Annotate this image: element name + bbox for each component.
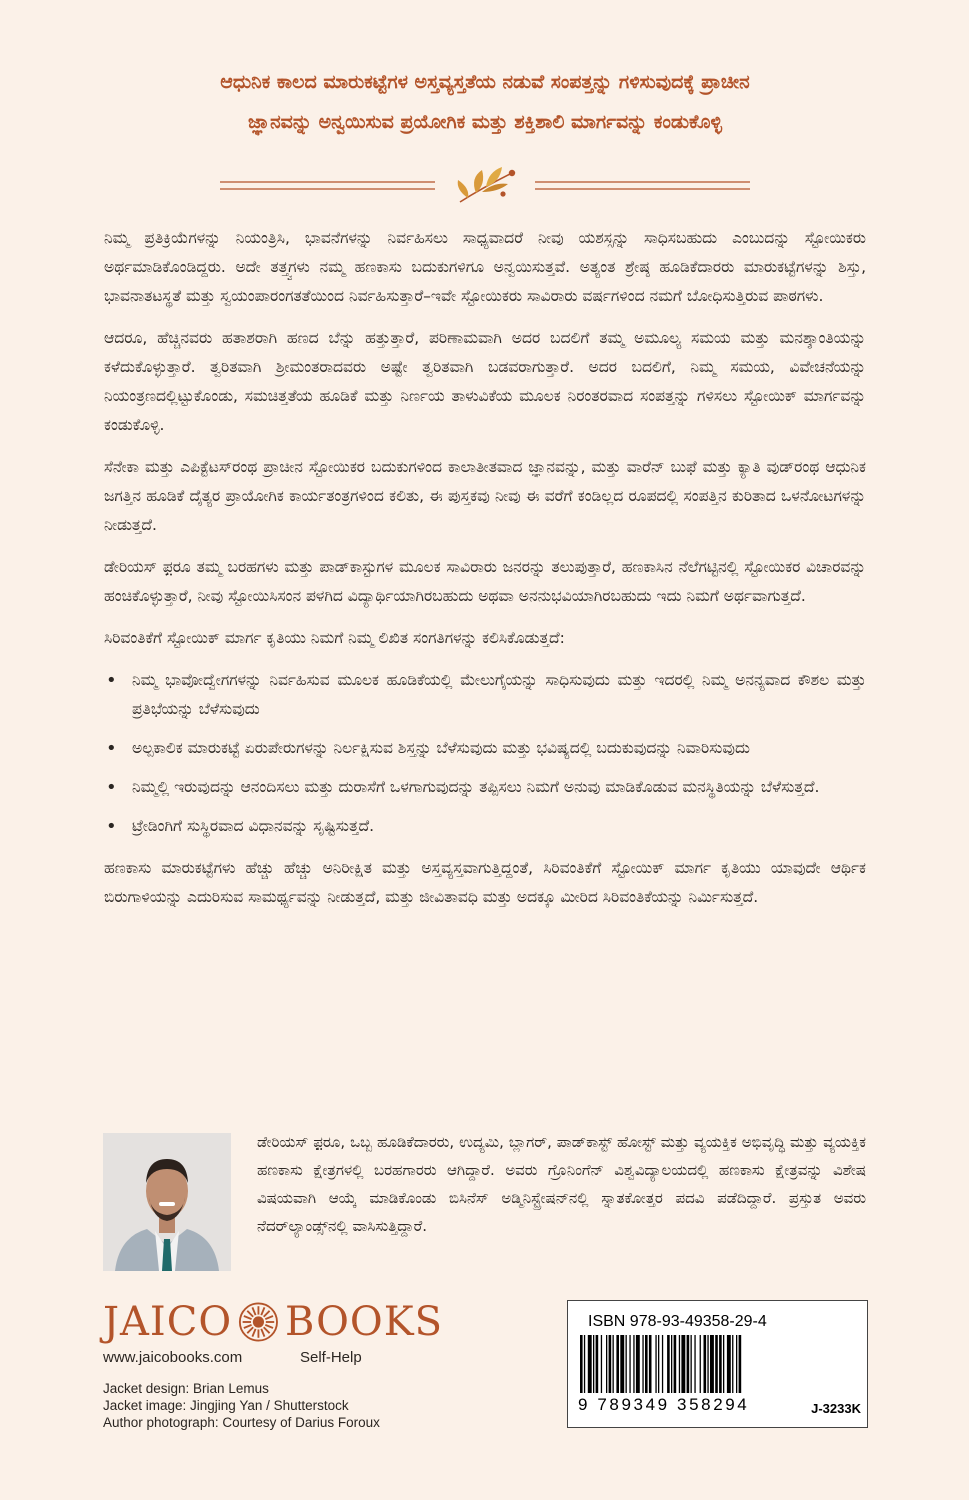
blurb-paragraph: ಸಿರಿವಂತಿಕೆಗೆ ಸ್ಟೋಯಿಕ್ ಮಾರ್ಗ ಕೃತಿಯು ನಿಮಗೆ ನಿಮ್ಮ ಲಿಖಿತ ಸಂಗತಿಗಳನ್ನು ಕಲಿಸಿಕೊಡುತ್ತದೆ: <box>104 629 565 647</box>
benefit-item: • ಟ್ರೇಡಿಂಗಿಗೆ ಸುಸ್ಥಿರವಾದ ವಿಧಾನವನ್ನು ಸೃಷ್ಟಿಸುತ್ತದೆ. <box>104 812 866 841</box>
publisher-website[interactable]: www.jaicobooks.com <box>103 1349 243 1366</box>
blurb-paragraph: ನಿಮ್ಮ ಪ್ರತಿಕ್ರಿಯೆಗಳನ್ನು ನಿಯಂತ್ರಿಸಿ, ಭಾವನೆಗಳನ್ನು ನಿರ್ವಹಿಸಲು ಸಾಧ್ಯವಾದರೆ ನೀವು ಯಶಸ್ಸನ್ನು ಸಾಧಿಸಬಹುದು ಎಂಬುದನ್ನು ಸ್ಟೋಯಿಕರು ಅರ್ಥಮಾಡಿಕೊಂಡಿದ್ದರು. ಅದೇ ತತ್ತ್ವಗಳು ನಮ್ಮ ಹಣಕಾಸು ಬದುಕುಗಳಿಗೂ ಅನ್ವಯಿಸುತ್ತವೆ. ಅತ್ಯಂತ ಶ್ರೇಷ್ಠ ಹೂಡಿಕೆದಾರರು ಮಾರುಕಟ್ಟೆಗಳನ್ನು ಶಿಸ್ತು, ಭಾವನಾತಟಸ್ಥತೆ ಮತ್ತು ಸ್ವಯಂಪಾರಂಗತತೆಯಿಂದ ನಿರ್ವಹಿಸುತ್ತಾರೆ–ಇವೇ ಸ್ಟೋಯಿಕರು ಸಾವಿರಾರು ವರ್ಷಗಳಿಂದ ನಮಗೆ ಬೋಧಿಸುತ್ತಿರುವ ಪಾಠಗಳು. <box>104 229 866 305</box>
tagline-line-1: ಆಧುನಿಕ ಕಾಲದ ಮಾರುಕಟ್ಟೆಗಳ ಅಸ್ತವ್ಯಸ್ತತೆಯ ನಡುವೆ ಸಂಪತ್ತನ್ನು ಗಳಿಸುವುದಕ್ಕೆ ಪ್ರಾಚೀನ <box>220 71 750 93</box>
blurb-paragraph: ಡೇರಿಯಸ್ ಫ಼ರೂ ತಮ್ಮ ಬರಹಗಳು ಮತ್ತು ಪಾಡ್‌ಕಾಸ್ಟುಗಳ ಮೂಲಕ ಸಾವಿರಾರು ಜನರನ್ನು ತಲುಪುತ್ತಾರೆ, ಹಣಕಾಸಿನ ನೆಲೆಗಟ್ಟಿನಲ್ಲಿ ಸ್ಟೋಯಿಕರ ವಿಚಾರವನ್ನು ಹಂಚಿಕೊಳ್ಳುತ್ತಾರೆ, ನೀವು ಸ್ಟೋಯಿಸಿಸಂನ ಪಳಗಿದ ವಿದ್ಯಾರ್ಥಿಯಾಗಿರಬಹುದು ಅಥವಾ ಅನನುಭವಿಯಾಗಿರಬಹುದು ಇದು ನಿಮಗೆ ಅರ್ಥವಾಗುತ್ತದೆ. <box>104 558 866 605</box>
book-category: Self-Help <box>300 1349 362 1366</box>
sun-wheel-icon <box>238 1300 279 1344</box>
author-photo-credit: Author photograph: Courtesy of Darius Foroux <box>103 1415 380 1430</box>
benefit-item: • ನಿಮ್ಮಲ್ಲಿ ಇರುವುದನ್ನು ಆನಂದಿಸಲು ಮತ್ತು ದುರಾಸೆಗೆ ಒಳಗಾಗುವುದನ್ನು ತಪ್ಪಿಸಲು ನಿಮಗೆ ಅನುವು ಮಾಡಿಕೊಡುವ ಮನಸ್ಥಿತಿಯನ್ನು ಬೆಳೆಸುತ್ತದೆ. <box>104 773 866 802</box>
blurb-paragraph: ಸೆನೇಕಾ ಮತ್ತು ಎಪಿಕ್ಟೆಟಸ್‌ರಂಥ ಪ್ರಾಚೀನ ಸ್ಟೋಯಿಕರ ಬದುಕುಗಳಿಂದ ಕಾಲಾತೀತವಾದ ಜ್ಞಾನವನ್ನು, ಮತ್ತು ವಾರೆನ್ ಬುಫೆ ಮತ್ತು ಕ್ಯಾತಿ ವುಡ್‌ರಂಥ ಆಧುನಿಕ ಜಗತ್ತಿನ ಹೂಡಿಕೆ ದೈತ್ಯರ ಪ್ರಾಯೋಗಿಕ ಕಾರ್ಯತಂತ್ರಗಳಿಂದ ಕಲಿತು, ಈ ಪುಸ್ತಕವು ನೀವು ಈ ವರೆಗೆ ಕಂಡಿಲ್ಲದ ರೂಪದಲ್ಲಿ ಸಂಪತ್ತಿನ ಕುರಿತಾದ ಒಳನೋಟಗಳನ್ನು ನೀಡುತ್ತದೆ. <box>104 458 866 534</box>
blurb-body <box>104 224 866 925</box>
price-code: J-3233K <box>811 1401 861 1416</box>
jacket-design-credit: Jacket design: Brian Lemus <box>103 1381 269 1396</box>
benefit-item: • ನಿಮ್ಮ ಭಾವೋದ್ವೇಗಗಳನ್ನು ನಿರ್ವಹಿಸುವ ಮೂಲಕ ಹೂಡಿಕೆಯಲ್ಲಿ ಮೇಲುಗೈಯನ್ನು ಸಾಧಿಸುವುದು ಮತ್ತು ಇದರಲ್ಲಿ ನಿಮ್ಮ ಅನನ್ಯವಾದ ಕೌಶಲ ಮತ್ತು ಪ್ರತಿಭೆಯನ್ನು ಬೆಳೆಸುವುದು <box>104 666 866 724</box>
leaf-sprig-icon <box>458 167 515 202</box>
barcode-bars <box>578 1335 790 1395</box>
tagline <box>90 62 880 142</box>
barcode-digits: 9 789349 358294 <box>578 1395 750 1414</box>
benefit-item: • ಅಲ್ಪಕಾಲಿಕ ಮಾರುಕಟ್ಟೆ ಏರುಪೇರುಗಳನ್ನು ನಿರ್ಲಕ್ಷಿಸುವ ಶಿಸ್ತನ್ನು ಬೆಳೆಸುವುದು ಮತ್ತು ಭವಿಷ್ಯದಲ್ಲಿ ಬದುಕುವುದನ್ನು ನಿವಾರಿಸುವುದು <box>104 734 866 763</box>
leaf-ornament-divider <box>220 162 750 208</box>
credits <box>103 1380 380 1431</box>
publisher-logo <box>103 1298 443 1346</box>
benefits-list <box>104 666 866 841</box>
author-photo <box>103 1133 231 1271</box>
blurb-paragraph: ಆದರೂ, ಹೆಚ್ಚಿನವರು ಹತಾಶರಾಗಿ ಹಣದ ಬೆನ್ನು ಹತ್ತುತ್ತಾರೆ, ಪರಿಣಾಮವಾಗಿ ಅದರ ಬದಲಿಗೆ ತಮ್ಮ ಅಮೂಲ್ಯ ಸಮಯ ಮತ್ತು ಮನಶ್ಶಾಂತಿಯನ್ನು ಕಳೆದುಕೊಳ್ಳುತ್ತಾರೆ. ತ್ವರಿತವಾಗಿ ಶ್ರೀಮಂತರಾದವರು ಅಷ್ಟೇ ತ್ವರಿತವಾಗಿ ಬಡವರಾಗುತ್ತಾರೆ. ಅದರ ಬದಲಿಗೆ, ನಿಮ್ಮ ಸಮಯ, ವಿವೇಚನೆಯನ್ನು ನಿಯಂತ್ರಣದಲ್ಲಿಟ್ಟುಕೊಂಡು, ಸಮಚಿತ್ತತೆಯ ಹೂಡಿಕೆ ಮತ್ತು ನಿರ್ಣಯ ತಾಳುವಿಕೆಯ ಮೂಲಕ ನಿರಂತರವಾದ ಸಂಪತ್ತನ್ನು ಗಳಿಸಲು ಸ್ಟೋಯಿಕ್ ಮಾರ್ಗವನ್ನು ಕಂಡುಕೊಳ್ಳಿ. <box>104 329 866 434</box>
tagline-line-2: ಜ್ಞಾನವನ್ನು ಅನ್ವಯಿಸುವ ಪ್ರಯೋಗಿಕ ಮತ್ತು ಶಕ್ತಿಶಾಲಿ ಮಾರ್ಗವನ್ನು ಕಂಡುಕೊಳ್ಳಿ <box>247 111 723 133</box>
isbn-label: ISBN 978-93-49358-29-4 <box>588 1313 767 1330</box>
publisher-name-left: JAICO <box>103 1299 233 1345</box>
blurb-paragraph: ಹಣಕಾಸು ಮಾರುಕಟ್ಟೆಗಳು ಹೆಚ್ಚು ಹೆಚ್ಚು ಅನಿರೀಕ್ಷಿತ ಮತ್ತು ಅಸ್ತವ್ಯಸ್ತವಾಗುತ್ತಿದ್ದಂತೆ, ಸಿರಿವಂತಿಕೆಗೆ ಸ್ಟೋಯಿಕ್ ಮಾರ್ಗ ಕೃತಿಯು ಯಾವುದೇ ಆರ್ಥಿಕ ಬಿರುಗಾಳಿಯನ್ನು ಎದುರಿಸುವ ಸಾಮರ್ಥ್ಯವನ್ನು ನೀಡುತ್ತದೆ, ಮತ್ತು ಜೀವಿತಾವಧಿ ಮತ್ತು ಅದಕ್ಕೂ ಮೀರಿದ ಸಿರಿವಂತಿಕೆಯನ್ನು ನಿರ್ಮಿಸುತ್ತದೆ. <box>104 859 866 906</box>
author-bio: ಡೇರಿಯಸ್ ಫ಼ರೂ, ಒಬ್ಬ ಹೂಡಿಕೆದಾರರು, ಉದ್ಯಮಿ, ಬ್ಲಾಗರ್, ಪಾಡ್‌ಕಾಸ್ಟ್ ಹೋಸ್ಟ್ ಮತ್ತು ವ್ಯಯಕ್ತಿಕ ಅಭಿವೃದ್ಧಿ ಮತ್ತು ವ್ಯಯಕ್ತಿಕ ಹಣಕಾಸು ಕ್ಷೇತ್ರಗಳಲ್ಲಿ ಬರಹಗಾರರು ಆಗಿದ್ದಾರೆ. ಅವರು ಗ್ರೊನಿಂಗೆನ್ ವಿಶ್ವವಿದ್ಯಾಲಯದಲ್ಲಿ ಹಣಕಾಸು ಕ್ಷೇತ್ರವನ್ನು ವಿಶೇಷ ವಿಷಯವಾಗಿ ಆಯ್ಕೆ ಮಾಡಿಕೊಂಡು ಬಿಸಿನೆಸ್ ಅಡ್ಮಿನಿಸ್ಟ್ರೇಷನ್‌ನಲ್ಲಿ ಸ್ನಾತಕೋತ್ತರ ಪದವಿ ಪಡೆದಿದ್ದಾರೆ. ಪ್ರಸ್ತುತ ಅವರು ನೆದರ್‌ಲ್ಯಾಂಡ್ಸ್‌ನಲ್ಲಿ ವಾಸಿಸುತ್ತಿದ್ದಾರೆ. <box>257 1133 866 1235</box>
jacket-image-credit: Jacket image: Jingjing Yan / Shutterstock <box>103 1398 349 1413</box>
isbn-barcode <box>567 1300 868 1428</box>
publisher-name-right: BOOKS <box>284 1299 443 1345</box>
